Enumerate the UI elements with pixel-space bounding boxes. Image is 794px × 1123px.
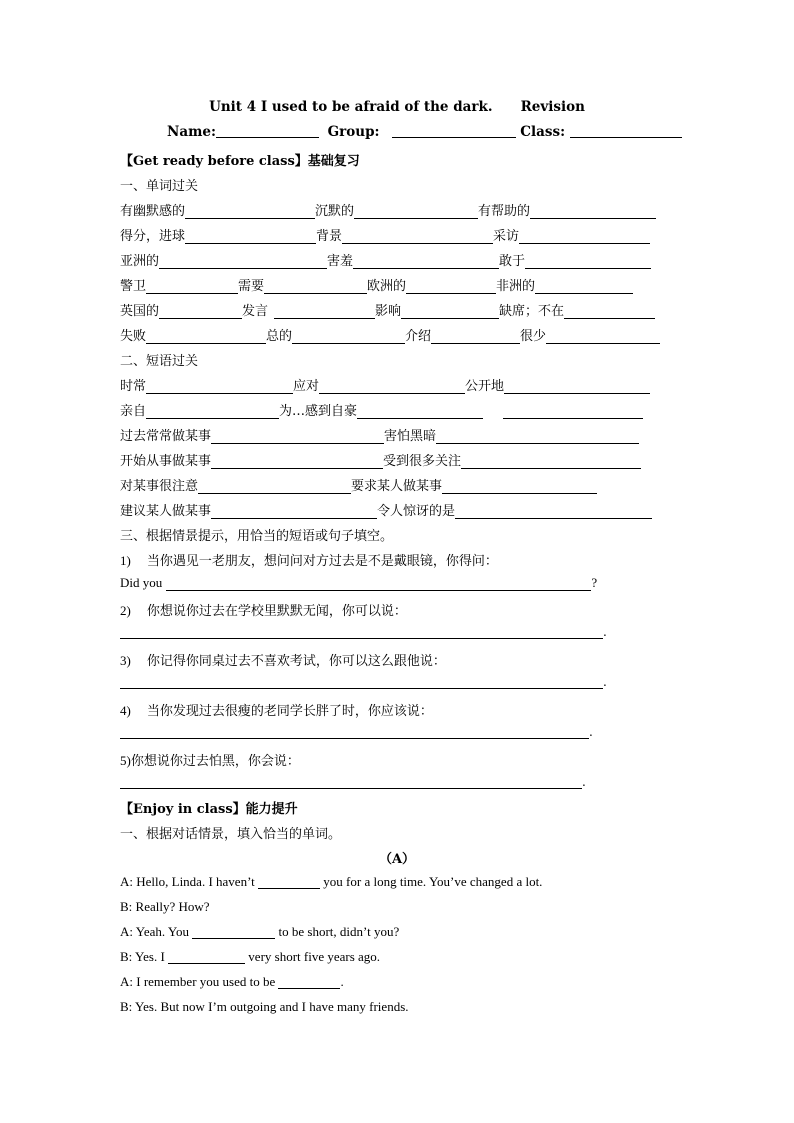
- blank[interactable]: [185, 204, 315, 219]
- vocab-row: 警卫 需要 欧洲的 非洲的: [120, 275, 633, 293]
- class-blank[interactable]: [570, 125, 682, 138]
- blank[interactable]: [146, 404, 279, 419]
- blank[interactable]: [319, 379, 465, 394]
- answer-blank[interactable]: [120, 788, 582, 789]
- blank[interactable]: [461, 454, 641, 469]
- blank[interactable]: [442, 479, 597, 494]
- section-heading-before-class: 【Get ready before class】基础复习: [120, 154, 360, 169]
- student-info-line: [167, 124, 686, 140]
- blank[interactable]: [503, 404, 643, 419]
- phrase-row: 过去常常做某事 害怕黑暗: [120, 425, 639, 443]
- answer-blank[interactable]: [166, 576, 591, 591]
- vocab-row: 英国的 发言 影响 缺席；不在: [120, 300, 655, 318]
- phrase-row: 亲自 为…感到自豪: [120, 400, 643, 418]
- blank[interactable]: [292, 329, 405, 344]
- question-3: 3) 你记得你同桌过去不喜欢考试，你可以这么跟他说：: [120, 653, 446, 669]
- dialogue-line: B: Really? How?: [120, 899, 210, 914]
- blank[interactable]: [185, 229, 316, 244]
- blank[interactable]: [211, 429, 384, 444]
- phrase-row: 对某事很注意 要求某人做某事: [120, 475, 597, 493]
- group-label: Group:: [327, 124, 380, 140]
- blank[interactable]: [530, 204, 656, 219]
- blank[interactable]: [146, 379, 293, 394]
- question-2: 2) 你想说你过去在学校里默默无闻，你可以说：: [120, 603, 407, 619]
- blank[interactable]: [159, 304, 242, 319]
- dialogue-line: A: I remember you used to be .: [120, 974, 344, 989]
- page-title: Unit 4 I used to be afraid of the dark. Revision: [209, 99, 585, 115]
- vocab-row: 得分，进球 背景 采访: [120, 225, 650, 243]
- vocab-row: 失败 总的 介绍 很少: [120, 325, 660, 343]
- dialogue-line: B: Yes. I very short five years ago.: [120, 949, 381, 964]
- name-label: Name:: [167, 124, 216, 140]
- blank[interactable]: [546, 329, 660, 344]
- blank[interactable]: [535, 279, 633, 294]
- blank[interactable]: [504, 379, 650, 394]
- title-suffix: Revision: [520, 99, 585, 115]
- worksheet-page: Unit 4 I used to be afraid of the dark. Revision Name: Group: Class: 【Get ready before class】基础复习 一、单词过关 有幽默感的 沉默的 有帮助的 得分，进球 背景 采访 亚洲的 害羞 敢于 警卫 需要 欧洲的 非洲的 英国的 发言 影响 缺席；不在 失败 总的 介绍 很少 二、短语过关 时常 应对 公开地 亲自 为…感到自豪 过去常常做某事 害怕黑暗 开始从事做某事 受到很多关注 对某事很注意 要求某人做某事 建议某人做某事 令人惊讶的是 三、根据情景提示，用恰当的短语或句子填空。 1) 当你遇见一老朋友，想问问对方过去是不是戴眼镜，你得问： Did you ? 2) 你想说你过去在学校里默默无闻，你可以说： . 3) 你记得你同桌过去不喜欢考试，你可以这么跟他说： . 4) 当你发现过去很瘦的老同学长胖了时，你应该说： . 5)你想说你过去怕黑，你会说： . 【Enjoy in class】能力提升 一、根据对话情景，填入恰当的单词。 （A） A: Hello, Linda. I haven’t you for a long time. You’ve changed a lot. B: Really? How? A: Yeah. You to be short, didn’t you? B: Yes. I very short five years ago. A: I remember you used to be . B: Yes. But now I’m outgoing and I have many friends.: [0, 0, 794, 1123]
- dialogue-blank[interactable]: [168, 950, 245, 964]
- blank[interactable]: [431, 329, 520, 344]
- blank[interactable]: [264, 279, 367, 294]
- phrase-row: 开始从事做某事 受到很多关注: [120, 450, 641, 468]
- blank[interactable]: [357, 404, 483, 419]
- dialogue-blank[interactable]: [258, 875, 320, 889]
- dialogue-blank[interactable]: [278, 975, 340, 989]
- blank[interactable]: [455, 504, 652, 519]
- blank[interactable]: [436, 429, 639, 444]
- blank[interactable]: [274, 304, 375, 319]
- question-5: 5)你想说你过去怕黑，你会说：: [120, 753, 300, 769]
- blank[interactable]: [146, 279, 238, 294]
- blank[interactable]: [211, 454, 383, 469]
- phrase-row: 建议某人做某事 令人惊讶的是: [120, 500, 652, 518]
- part1-heading: 一、单词过关: [120, 179, 199, 194]
- blank[interactable]: [401, 304, 499, 319]
- blank[interactable]: [146, 329, 266, 344]
- name-blank[interactable]: [216, 125, 319, 138]
- blank[interactable]: [519, 229, 650, 244]
- blank[interactable]: [198, 479, 351, 494]
- answer-blank[interactable]: [120, 638, 603, 639]
- group-blank[interactable]: [392, 125, 516, 138]
- blank[interactable]: [159, 254, 327, 269]
- blank[interactable]: [406, 279, 496, 294]
- part2-heading: 二、短语过关: [120, 354, 199, 369]
- phrase-row: 时常 应对 公开地: [120, 375, 650, 393]
- question-4: 4) 当你发现过去很瘦的老同学长胖了时，你应该说：: [120, 703, 433, 719]
- blank[interactable]: [211, 504, 377, 519]
- blank[interactable]: [353, 254, 499, 269]
- dialogue-blank[interactable]: [192, 925, 275, 939]
- answer-blank[interactable]: [120, 738, 589, 739]
- blank[interactable]: [354, 204, 478, 219]
- dialogue-line: A: Hello, Linda. I haven’t you for a long time. You’ve changed a lot.: [120, 874, 543, 889]
- blank[interactable]: [525, 254, 651, 269]
- answer-blank[interactable]: [120, 688, 603, 689]
- dialogue-line: A: Yeah. You to be short, didn’t you?: [120, 924, 400, 939]
- vocab-row: 亚洲的 害羞 敢于: [120, 250, 651, 268]
- blank[interactable]: [564, 304, 655, 319]
- blank[interactable]: [342, 229, 493, 244]
- section-heading-in-class: 【Enjoy in class】能力提升: [120, 802, 298, 817]
- part3-heading: 三、根据情景提示，用恰当的短语或句子填空。: [120, 529, 394, 544]
- dialogue-line: B: Yes. But now I’m outgoing and I have many friends.: [120, 999, 409, 1014]
- vocab-row: 有幽默感的 沉默的 有帮助的: [120, 200, 656, 218]
- dialogue-label: （A）: [378, 852, 416, 867]
- class-label: Class:: [520, 124, 566, 140]
- answer-line-1: Did you ?: [120, 575, 598, 590]
- part4-heading: 一、根据对话情景，填入恰当的单词。: [120, 827, 342, 842]
- question-1: 1) 当你遇见一老朋友，想问问对方过去是不是戴眼镜，你得问：: [120, 553, 498, 569]
